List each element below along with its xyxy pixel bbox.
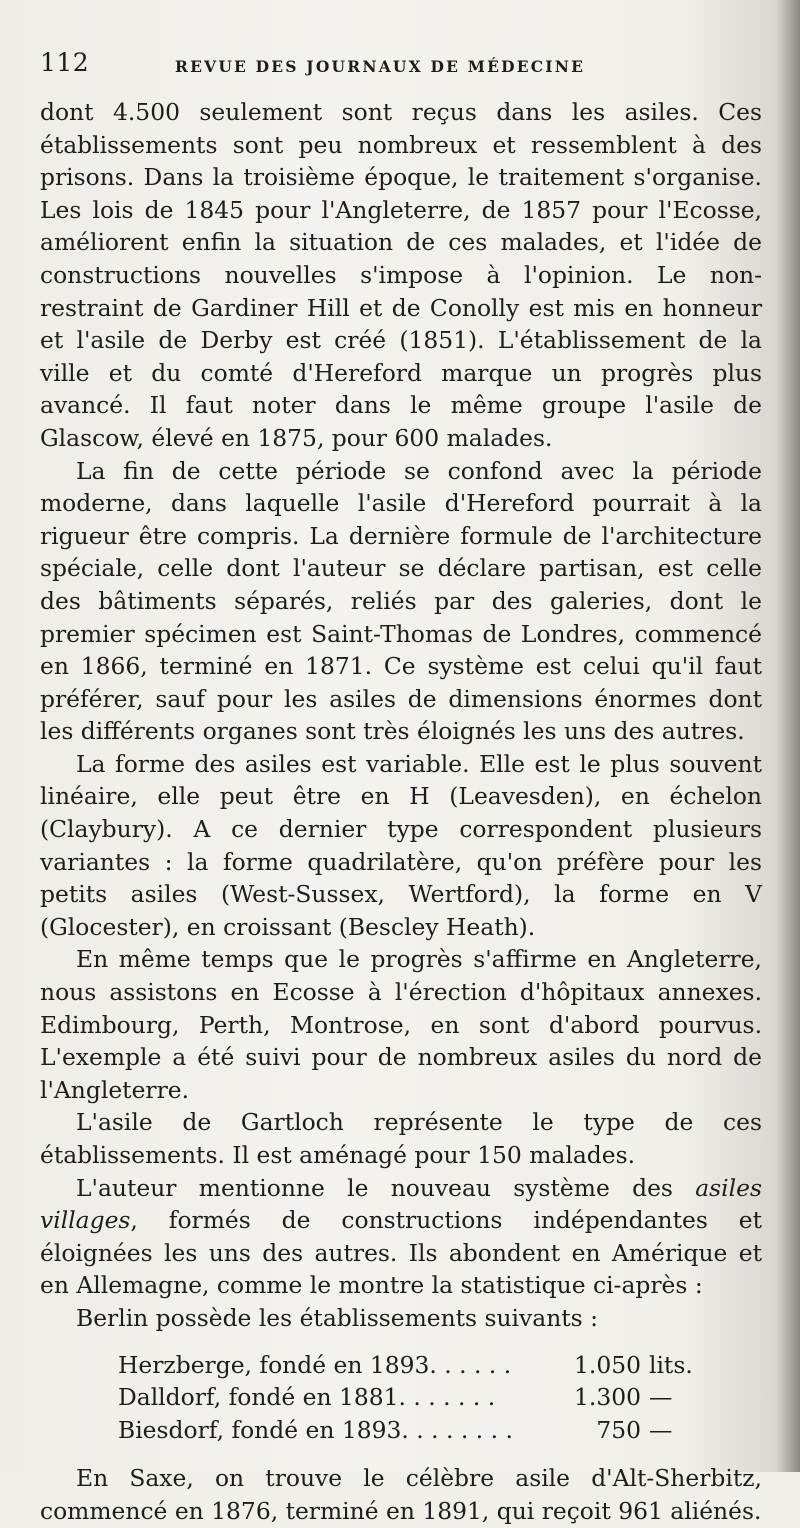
bed-count: 750 bbox=[596, 1415, 641, 1444]
table-row bbox=[118, 1414, 709, 1447]
paragraph: La forme des asiles est variable. Elle est le plus souvent linéaire, elle peut être en H (Leavesden), en échelon (Claybury). A ce dernier type correspondent plusieurs variantes : la forme quadrilatère, qu'on préfère pour les petits asiles (West-Sussex, Wertford), la forme en V (Glocester), en croissant (Bescley Heath). bbox=[40, 749, 762, 941]
asylum-name: Herzberge, fondé en 1893. . . . . . bbox=[118, 1350, 512, 1379]
paragraph: dont 4.500 seulement sont reçus dans les asiles. Ces établissements sont peu nombreux et ressemblent à des prisons. Dans la troisième époque, le traitement s'organise. Les lois de 1845 pour l'Angleterre, de 1857 pour l'Ecosse, améliorent enfin la situation de ces malades, et l'idée de constructions nouvelles s'impose à l'opinion. Le non-restraint de Gardiner Hill et de Conolly est mis en honneur et l'asile de Derby est créé (1851). L'établissement de la ville et du comté d'Hereford marque un progrès plus avancé. Il faut noter dans le même groupe l'asile de Glascow, élevé en 1875, pour 600 malades. bbox=[40, 98, 762, 452]
bed-unit: — bbox=[648, 1383, 673, 1412]
table-row bbox=[118, 1381, 709, 1414]
paragraph-text: , formés de constructions indépendantes et éloignées les uns des autres. Ils abondent en Amérique et en Allemagne, comme le montre la statistique ci-après : bbox=[40, 1206, 762, 1300]
body-text bbox=[40, 96, 762, 1528]
bed-unit: — bbox=[648, 1415, 673, 1444]
bed-count: 1.300 bbox=[574, 1383, 641, 1412]
asylum-name: Dalldorf, fondé en 1881. . . . . . . bbox=[118, 1383, 496, 1412]
page-number: 112 bbox=[40, 48, 90, 77]
emphasized-term: asiles villages bbox=[40, 1173, 762, 1235]
paragraph: La fin de cette période se confond avec la période moderne, dans laquelle l'asile d'Hereford pourrait à la rigueur être compris. La dernière formule de l'architecture spéciale, celle dont l'auteur se déclare partisan, est celle des bâtiments séparés, reliés par des galeries, dont le premier spécimen est Saint-Thomas de Londres, commencé en 1866, terminé en 1871. Ce système est celui qu'il faut préférer, sauf pour les asiles de dimensions énormes dont les différents organes sont très éloignés les uns des autres. bbox=[40, 456, 762, 746]
running-head bbox=[40, 48, 762, 88]
asylum-name: Biesdorf, fondé en 1893. . . . . . . . bbox=[118, 1415, 513, 1444]
table-row bbox=[118, 1349, 709, 1382]
asylum-statistics-table bbox=[118, 1349, 709, 1447]
bed-unit: lits. bbox=[648, 1350, 693, 1379]
paragraph: En Saxe, on trouve le célèbre asile d'Alt-Sherbitz, commencé en 1876, terminé en 1891, qui reçoit 961 aliénés. bbox=[40, 1464, 762, 1525]
paragraph: L'asile de Gartloch représente le type de ces établissements. Il est aménagé pour 150 malades. bbox=[40, 1108, 762, 1169]
berlin-intro: Berlin possède les établissements suivants : bbox=[76, 1303, 598, 1332]
paragraph-text: L'auteur mentionne le nouveau système des bbox=[76, 1173, 696, 1202]
running-title: REVUE DES JOURNAUX DE MÉDECINE bbox=[175, 57, 586, 76]
paragraph: En même temps que le progrès s'affirme en Angleterre, nous assistons en Ecosse à l'érection d'hôpitaux annexes. Edimbourg, Perth, Montrose, en sont d'abord pourvus. L'exemple a été suivi pour de nombreux asiles du nord de l'Angleterre. bbox=[40, 945, 762, 1104]
paragraph bbox=[40, 1172, 762, 1302]
bed-count: 1.050 bbox=[574, 1350, 641, 1379]
